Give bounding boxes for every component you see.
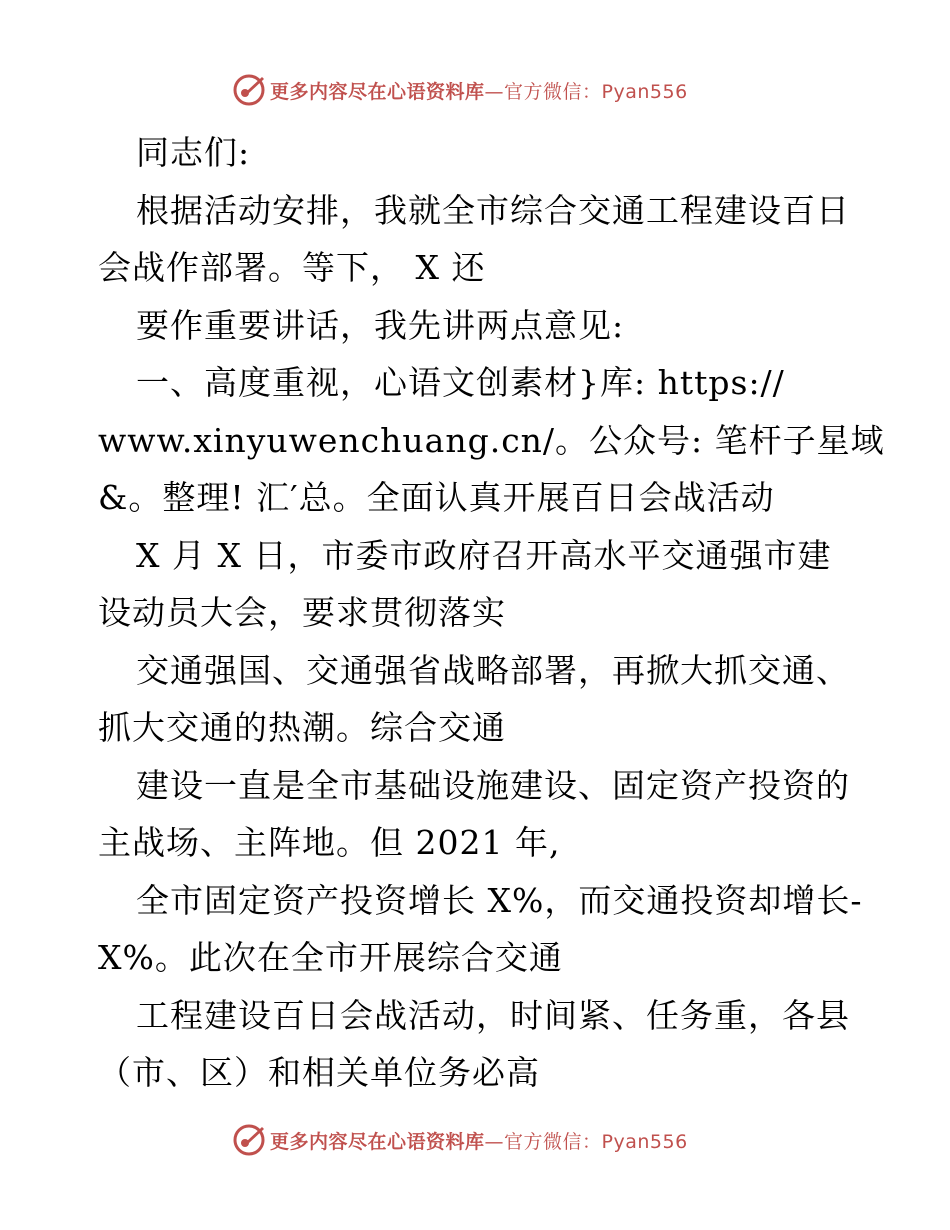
header-banner-main: 更多内容尽在心语资料库 xyxy=(270,80,485,103)
text-line: 工程建设百日会战活动，时间紧、任务重，各县 xyxy=(136,995,850,1035)
text-line: 抓大交通的热潮。综合交通 xyxy=(98,708,506,747)
text-line: 全市固定资产投资增长 X%，而交通投资却增长- xyxy=(136,880,863,920)
document-body xyxy=(98,124,885,1102)
text-line: 根据活动安排，我就全市综合交通工程建设百日 xyxy=(136,190,850,230)
text-line: （市、区）和相关单位务必高 xyxy=(98,1053,540,1092)
text-line: 主战场、主阵地。但 2021 年, xyxy=(98,823,561,862)
text-line: 建设一直是全市基础设施建设、固定资产投资的 xyxy=(136,765,850,805)
header-banner-tail: —官方微信：Pyan556 xyxy=(484,80,688,103)
text-line: X%。此次在全市开展综合交通 xyxy=(98,938,563,977)
text-line: 一、高度重视，心语文创素材}库: https:// xyxy=(136,363,785,402)
footer-banner-text xyxy=(270,1127,688,1154)
header-banner xyxy=(232,72,688,108)
text-line: 设动员大会，要求贯彻落实 xyxy=(98,593,506,632)
text-line: 交通强国、交通强省战略部署，再掀大抓交通、 xyxy=(136,650,850,690)
footer-banner-main: 更多内容尽在心语资料库 xyxy=(270,1130,485,1153)
text-line: &。整理! 汇′总。全面认真开展百日会战活动 xyxy=(98,478,775,517)
footer-banner xyxy=(232,1122,688,1158)
header-banner-text xyxy=(270,77,688,104)
text-line: www.xinyuwenchuang.cn/。公众号: 笔杆子星域 xyxy=(98,420,885,460)
logo-icon xyxy=(232,1123,266,1157)
text-line: X 月 X 日，市委市政府召开高水平交通强市建 xyxy=(136,535,832,575)
text-line: 会战作部署。等下， X 还 xyxy=(98,248,486,287)
text-line: 要作重要讲话，我先讲两点意见: xyxy=(136,305,625,345)
text-line: 同志们: xyxy=(136,133,251,172)
footer-banner-tail: —官方微信：Pyan556 xyxy=(484,1130,688,1153)
logo-icon xyxy=(232,73,266,107)
